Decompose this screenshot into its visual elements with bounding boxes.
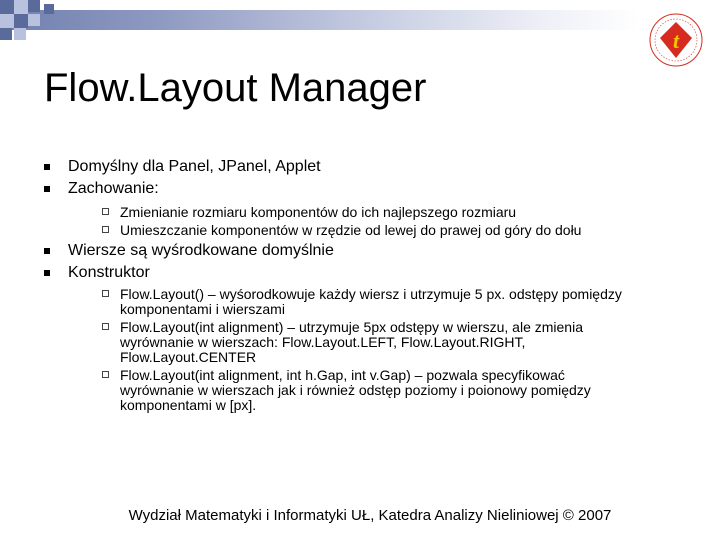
sub-bullet-line: komponentami i wierszami <box>120 301 285 317</box>
bullet-text: Wiersze są wyśrodkowane domyślnie <box>68 242 334 259</box>
hollow-square-bullet-icon <box>102 290 109 297</box>
sub-bullet-line: Flow.Layout.CENTER <box>120 349 257 365</box>
hollow-square-bullet-icon <box>102 226 109 233</box>
sub-bullet-line: wyrównanie w wierszach: Flow.Layout.LEFT, Flow.Layout.RIGHT, <box>120 334 526 350</box>
header-square <box>0 14 14 28</box>
slide-footer: Wydział Matematyki i Informatyki UŁ, Katedra Analizy Nieliniowej © 2007 <box>128 507 612 524</box>
sub-bullet-line: Flow.Layout(int alignment) – utrzymuje 5px odstępy w wierszu, ale zmienia <box>120 319 583 335</box>
bullet-list <box>44 156 694 416</box>
sub-bullet-line: wyrównanie w wierszach jak i również odstęp poziomy i poionowy pomiędzy <box>120 382 591 398</box>
bullet-text: Domyślny dla Panel, JPanel, Applet <box>68 158 321 175</box>
header-square <box>28 0 40 12</box>
hollow-square-bullet-icon <box>102 208 109 215</box>
sub-bullet-line: komponentami w [px]. <box>120 397 257 413</box>
sub-bullet-item <box>102 320 694 365</box>
sub-bullet-item <box>102 368 694 413</box>
sub-bullet-text: Umieszczanie komponentów w rzędzie od lewej do prawej od góry do dołu <box>120 222 582 238</box>
square-bullet-icon <box>44 186 50 192</box>
hollow-square-bullet-icon <box>102 323 109 330</box>
header-square <box>0 28 12 40</box>
square-bullet-icon <box>44 164 50 170</box>
slide-title: Flow.Layout Manager <box>44 66 427 110</box>
bullet-item <box>44 262 694 283</box>
header-square <box>44 4 54 14</box>
header-square <box>14 28 26 40</box>
hollow-square-bullet-icon <box>102 371 109 378</box>
sub-bullet-line: Flow.Layout(int alignment, int h.Gap, int v.Gap) – pozwala specyfikować <box>120 367 565 383</box>
header-band <box>0 0 720 48</box>
square-bullet-icon <box>44 270 50 276</box>
sub-bullet-item <box>102 287 694 317</box>
header-square <box>0 0 14 14</box>
bullet-text: Konstruktor <box>68 264 150 281</box>
sub-bullet-item <box>102 223 694 238</box>
header-gradient <box>0 10 640 30</box>
header-square <box>14 0 28 14</box>
university-seal-icon <box>648 12 704 68</box>
header-square <box>28 14 40 26</box>
bullet-item <box>44 178 694 199</box>
sub-bullet-text: Zmienianie rozmiaru komponentów do ich najlepszego rozmiaru <box>120 204 517 220</box>
logo-glyph: t <box>672 28 680 53</box>
sub-bullet-item <box>102 205 694 220</box>
bullet-item <box>44 156 694 177</box>
square-bullet-icon <box>44 248 50 254</box>
header-square <box>14 14 28 28</box>
sub-bullet-line: Flow.Layout() – wyśorodkowuje każdy wiersz i utrzymuje 5 px. odstępy pomiędzy <box>120 286 622 302</box>
bullet-text: Zachowanie: <box>68 180 159 197</box>
bullet-item <box>44 240 694 261</box>
